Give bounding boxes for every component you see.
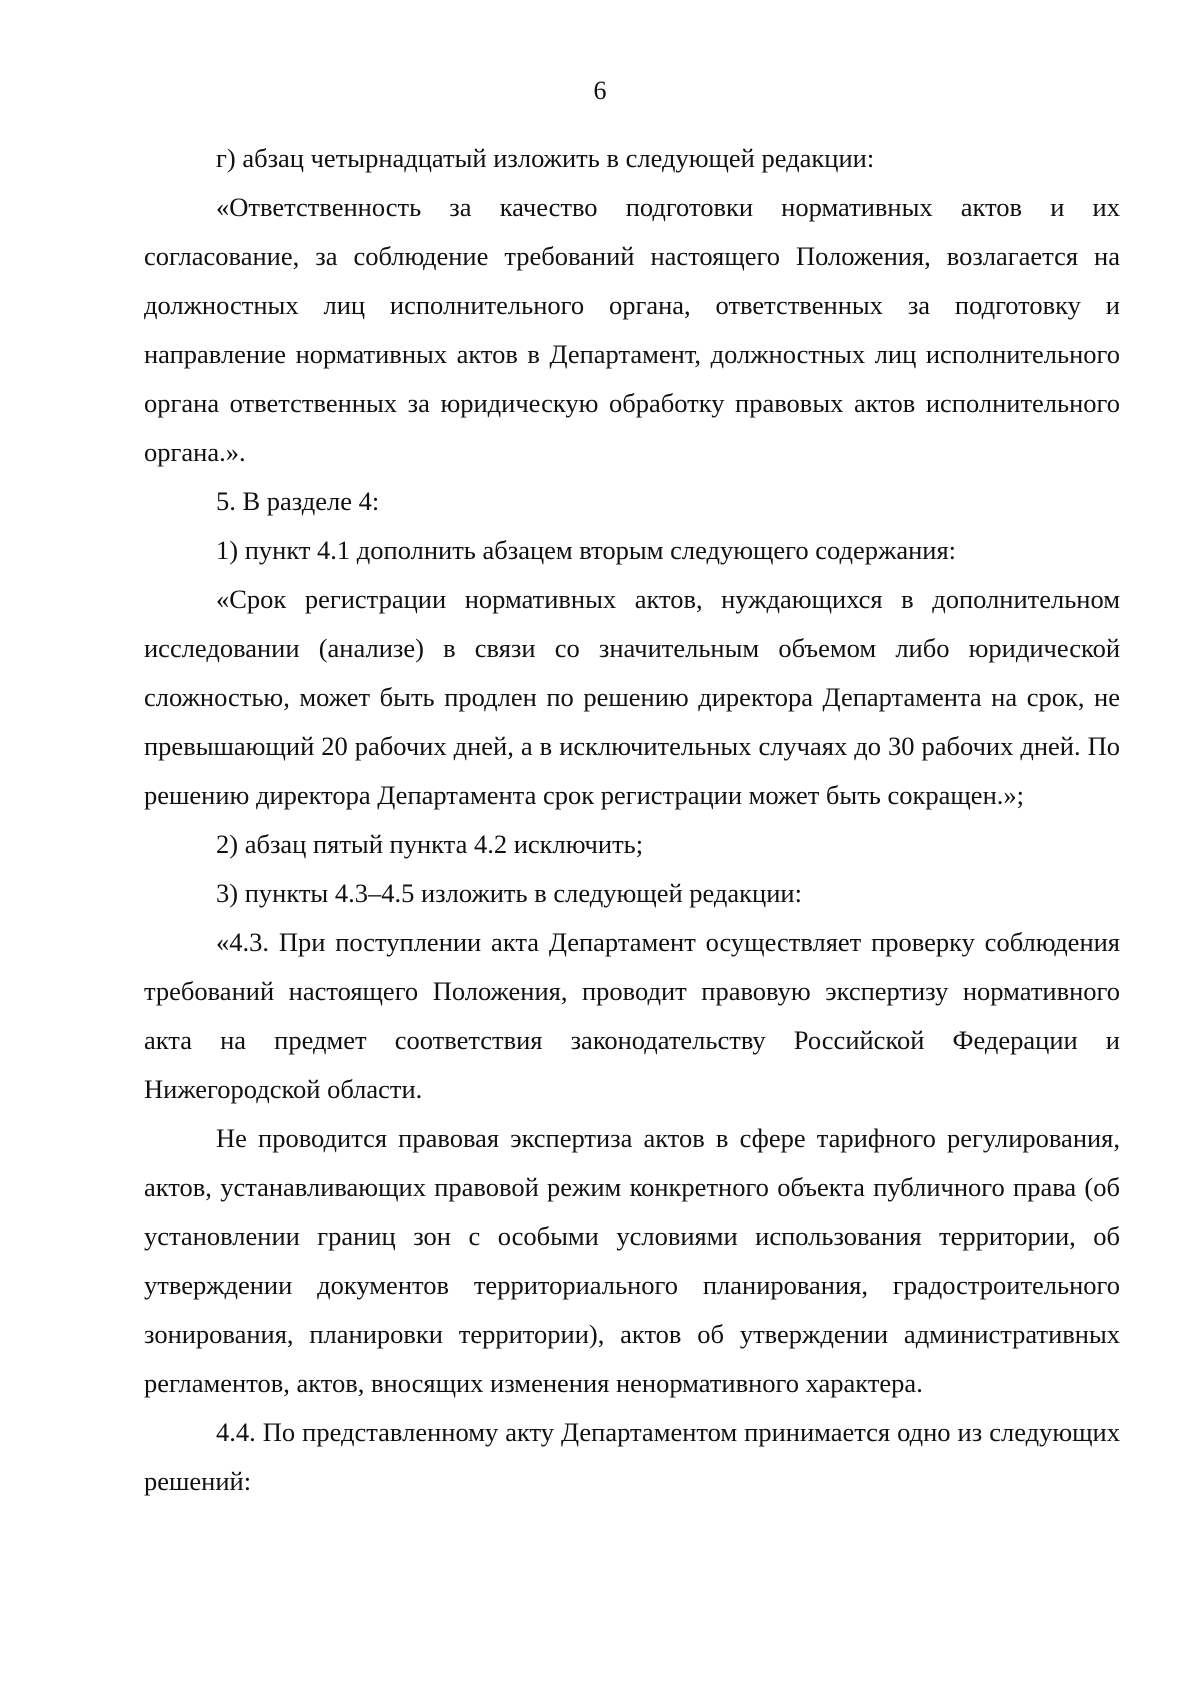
paragraph-item-2: 2) абзац пятый пункта 4.2 исключить; <box>216 829 644 859</box>
paragraph-section-5: 5. В разделе 4: <box>216 486 380 516</box>
paragraph-clause-4-4: 4.4. По представленному акту Департаментом принимается одно из следующих решений: <box>144 1417 1120 1496</box>
page-number: 6 <box>593 76 607 105</box>
paragraph-item-3: 3) пункты 4.3–4.5 изложить в следующей редакции: <box>216 878 802 908</box>
document-body <box>144 134 1120 1506</box>
paragraph-expertise-exceptions: Не проводится правовая экспертиза актов в сфере тарифного регулирования, актов, устанавливающих правовой режим конкретного объекта публичного права (об установлении границ зон с особыми условиями использования территории, об утверждении документов территориального планирования, градостроительного зонирования, планировки территории), актов об утверждении административных регламентов, актов, вносящих изменения ненормативного характера. <box>144 1123 1120 1398</box>
paragraph-item-1: 1) пункт 4.1 дополнить абзацем вторым следующего содержания: <box>216 535 956 565</box>
paragraph-responsibility-quote: «Ответственность за качество подготовки нормативных актов и их согласование, за соблюдение требований настоящего Положения, возлагается на должностных лиц исполнительного органа, ответственных за подготовку и направление нормативных актов в Департамент, должностных лиц исполнительного органа ответственных за юридическую обработку правовых актов исполнительного органа.». <box>144 192 1120 467</box>
paragraph-subitem-g: г) абзац четырнадцатый изложить в следующей редакции: <box>216 143 875 173</box>
paragraph-clause-4-3: «4.3. При поступлении акта Департамент осуществляет проверку соблюдения требований настоящего Положения, проводит правовую экспертизу нормативного акта на предмет соответствия законодательству Российской Федерации и Нижегородской области. <box>144 927 1120 1104</box>
paragraph-registration-term-quote: «Срок регистрации нормативных актов, нуждающихся в дополнительном исследовании (анализе) в связи со значительным объемом либо юридической сложностью, может быть продлен по решению директора Департамента на срок, не превышающий 20 рабочих дней, а в исключительных случаях до 30 рабочих дней. По решению директора Департамента срок регистрации может быть сокращен.»; <box>144 584 1120 810</box>
